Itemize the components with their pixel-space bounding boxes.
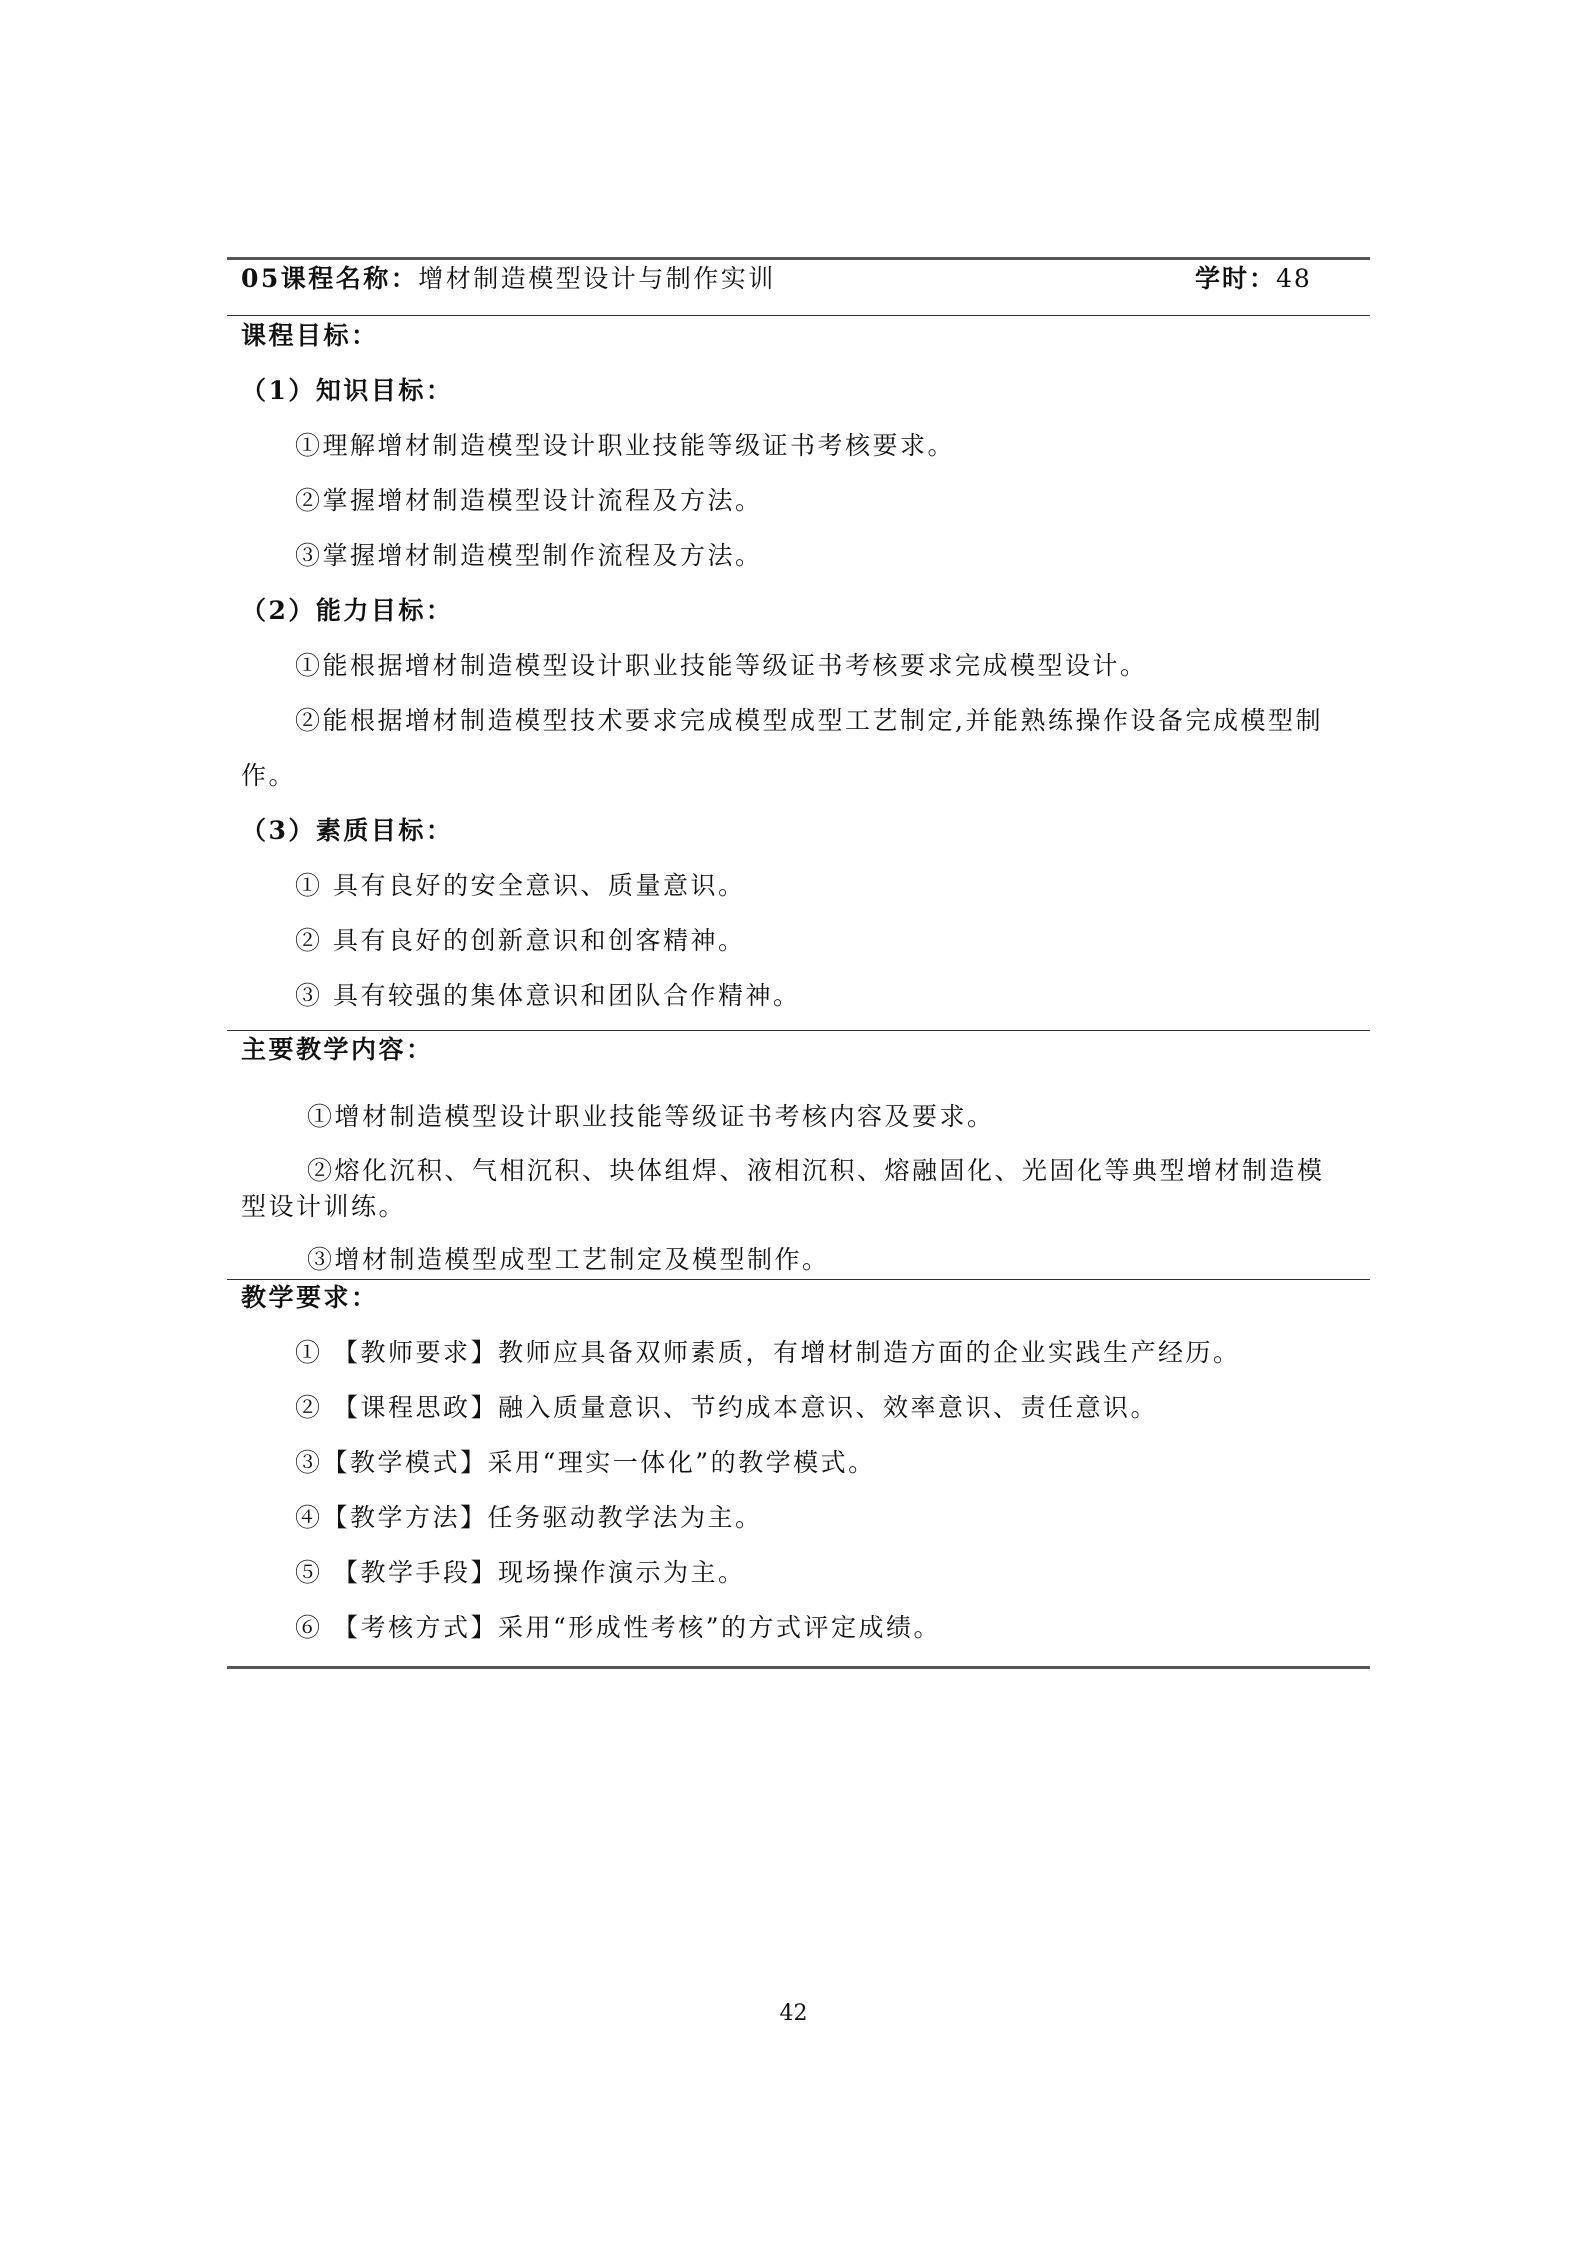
row-divider	[227, 315, 1370, 316]
knowledge-item: ②掌握增材制造模型设计流程及方法。	[295, 486, 763, 515]
knowledge-item: ①理解增材制造模型设计职业技能等级证书考核要求。	[295, 431, 956, 460]
content-item: ③增材制造模型成型工艺制定及模型制作。	[307, 1245, 830, 1274]
content-item: 型设计训练。	[241, 1192, 407, 1221]
ability-heading: （2）能力目标：	[241, 596, 454, 625]
page-number: 42	[779, 2001, 808, 2026]
requirement-item: ② 【课程思政】融入质量意识、节约成本意识、效率意识、责任意识。	[295, 1393, 1158, 1422]
table-bottom-rule	[227, 1666, 1370, 1669]
ability-item: ①能根据增材制造模型设计职业技能等级证书考核要求完成模型设计。	[295, 651, 1148, 680]
quality-item: ③ 具有较强的集体意识和团队合作精神。	[295, 981, 801, 1010]
table-top-rule	[227, 257, 1370, 260]
requirement-item: ① 【教师要求】教师应具备双师素质，有增材制造方面的企业实践生产经历。	[295, 1338, 1241, 1367]
row-divider	[227, 1279, 1370, 1280]
quality-item: ① 具有良好的安全意识、质量意识。	[295, 871, 746, 900]
course-hours-label: 学时：	[1195, 264, 1277, 293]
course-name-label: 05课程名称：	[241, 264, 419, 293]
course-name-value: 增材制造模型设计与制作实训	[418, 264, 776, 293]
requirement-item: ④【教学方法】任务驱动教学法为主。	[295, 1503, 763, 1532]
requirements-heading: 教学要求：	[241, 1283, 379, 1312]
requirement-item: ③【教学模式】采用“理实一体化”的教学模式。	[295, 1448, 876, 1477]
ability-item: 作。	[241, 761, 297, 790]
quality-item: ② 具有良好的创新意识和创客精神。	[295, 926, 746, 955]
course-name-row	[241, 262, 776, 296]
requirement-item: ⑥ 【考核方式】采用“形成性考核”的方式评定成绩。	[295, 1613, 942, 1642]
course-hours	[1195, 262, 1312, 296]
row-divider	[227, 1030, 1370, 1031]
course-hours-value: 48	[1276, 264, 1312, 293]
content-item: ②熔化沉积、气相沉积、块体组焊、液相沉积、熔融固化、光固化等典型增材制造模	[307, 1156, 1325, 1185]
requirement-item: ⑤ 【教学手段】现场操作演示为主。	[295, 1558, 746, 1587]
content-heading: 主要教学内容：	[241, 1035, 434, 1064]
knowledge-heading: （1）知识目标：	[241, 376, 454, 405]
quality-heading: （3）素质目标：	[241, 816, 454, 845]
content-item: ①增材制造模型设计职业技能等级证书考核内容及要求。	[307, 1102, 995, 1131]
objectives-heading: 课程目标：	[241, 321, 379, 350]
knowledge-item: ③掌握增材制造模型制作流程及方法。	[295, 541, 763, 570]
ability-item: ②能根据增材制造模型技术要求完成模型成型工艺制定,并能熟练操作设备完成模型制	[295, 706, 1323, 735]
